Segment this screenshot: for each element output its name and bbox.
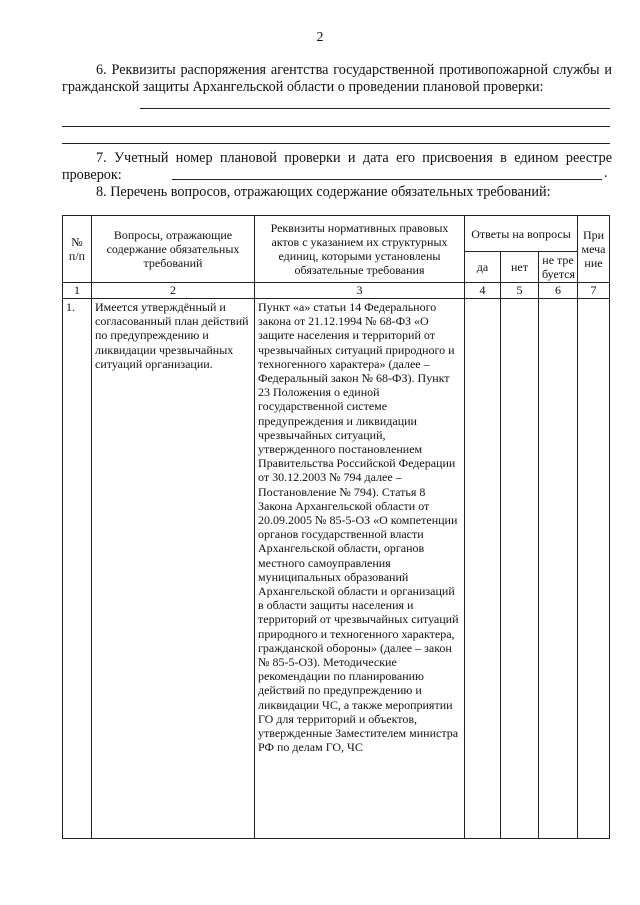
page-number: 2 (316, 30, 324, 45)
table-row (63, 299, 610, 839)
item-8-paragraph (62, 184, 612, 201)
column-number: 3 (255, 283, 465, 299)
item-7-period: . (604, 165, 608, 181)
item-8-text: Перечень вопросов, отражающих содержание обязательных требований: (110, 184, 551, 200)
requirements-table (62, 215, 610, 839)
header-answers: Ответы на вопросы (465, 216, 578, 252)
header-not-required: не тре буется (539, 252, 578, 283)
column-number: 5 (501, 283, 539, 299)
answer-not-required-cell[interactable] (539, 299, 578, 839)
item-7-fill-line (172, 179, 602, 180)
row-question: Имеется утверждённый и согласованный план действий по предупреждению и ликвидации чрезвычайных ситуаций организации. (92, 299, 255, 839)
column-number: 6 (539, 283, 578, 299)
column-number: 4 (465, 283, 501, 299)
column-number: 1 (63, 283, 92, 299)
note-cell[interactable] (578, 299, 610, 839)
answer-yes-cell[interactable] (465, 299, 501, 839)
item-8-number: 8. (96, 184, 107, 200)
header-no: нет (501, 252, 539, 283)
item-6-fill-line-3 (62, 143, 610, 144)
item-6-fill-line-1 (140, 108, 610, 109)
column-number-row (63, 283, 610, 299)
header-questions: Вопросы, отражающие содержание обязательных требований (92, 216, 255, 283)
row-number: 1. (63, 299, 92, 839)
item-7-text: Учетный номер плановой проверки и дата его присвоения в едином реестре проверок: (62, 150, 612, 183)
item-6-fill-line-2 (62, 126, 610, 127)
header-num: № п/п (63, 216, 92, 283)
header-yes: да (465, 252, 501, 283)
item-6-text: Реквизиты распоряжения агентства государственной противопожарной службы и гражданской защиты Архангельской области о проведении плановой проверки: (62, 62, 613, 95)
item-6-number: 6. (96, 62, 107, 78)
row-requisites: Пункт «а» статьи 14 Федерального закона от 21.12.1994 № 68-ФЗ «О защите населения и территорий от чрезвычайных ситуаций природного и техногенного характера» (далее – Федеральный закон № 68-ФЗ). Пункт 23 Положения о единой государственной системе предупреждения и ликвидации чрезвычайных ситуаций, утвержденного постановлением Правительства Российской Федерации от 30.12.2003 № 794 далее – Постановление № 794). Статья 8 Закона Архангельской области от 20.09.2005 № 85-5-ОЗ «О компетенции органов государственной власти Архангельской области, органов местного самоуправления муниципальных образований Архангельской области и организаций в области защиты населения и территорий от чрезвычайных ситуаций природного и техногенного характера, гражданской обороны» (далее – закон № 85-5-ОЗ). Методические рекомендации по планированию действий по предупреждению и ликвидации ЧС, а также мероприятии ГО для территорий и объектов, утвержденные Заместителем министра РФ по делам ГО, ЧС (255, 299, 465, 839)
item-6-paragraph (62, 62, 612, 96)
answer-no-cell[interactable] (501, 299, 539, 839)
column-number: 2 (92, 283, 255, 299)
item-7-number: 7. (96, 150, 107, 166)
header-requisites: Реквизиты нормативных правовых актов с указанием их структурных единиц, которыми установлены обязательные требования (255, 216, 465, 283)
column-number: 7 (578, 283, 610, 299)
header-note: При меча ние (578, 216, 610, 283)
